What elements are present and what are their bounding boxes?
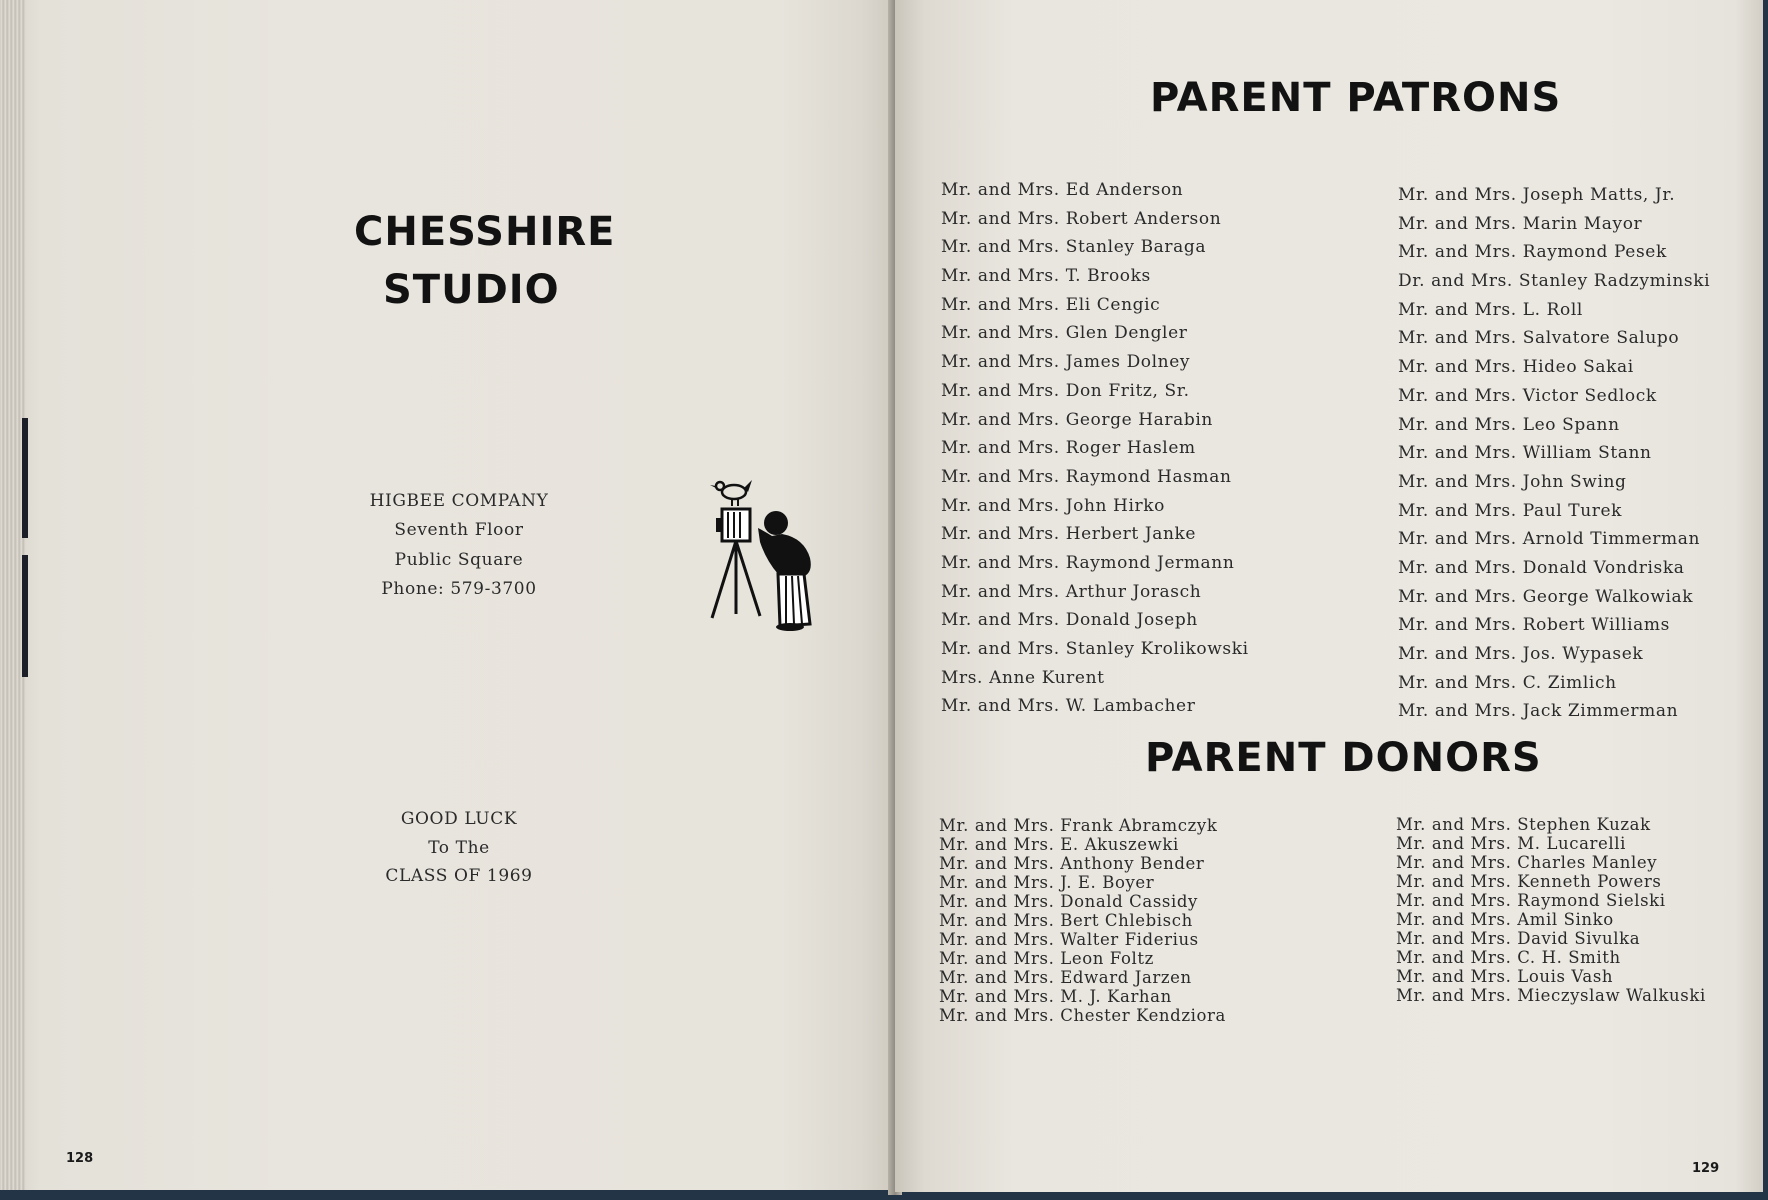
floor: Seventh Floor [394, 520, 524, 541]
list-item: Mr. and Mrs. James Dolney [941, 352, 1191, 373]
list-item: Mr. and Mrs. Louis Vash [1396, 967, 1614, 986]
company-name: HIGBEE COMPANY [369, 491, 549, 511]
list-item: Mr. and Mrs. Donald Cassidy [939, 892, 1198, 911]
list-item: Mr. and Mrs. Charles Manley [1396, 853, 1658, 872]
list-item: Mr. and Mrs. L. Roll [1398, 299, 1583, 320]
list-item: Mr. and Mrs. John Hirko [941, 495, 1165, 516]
message-line3: CLASS OF 1969 [385, 866, 533, 887]
list-item: Mr. and Mrs. Mieczyslaw Walkuski [1396, 986, 1706, 1005]
list-item: Mr. and Mrs. David Sivulka [1396, 929, 1641, 948]
message-line1: GOOD LUCK [400, 809, 518, 829]
edge-tab-mark [22, 418, 28, 538]
studio-address [354, 487, 564, 604]
list-item: Mr. and Mrs. Joseph Matts, Jr. [1398, 185, 1676, 205]
good-luck-message [354, 805, 564, 891]
list-item: Mr. and Mrs. Edward Jarzen [939, 968, 1192, 987]
list-item: Mr. and Mrs. Raymond Hasman [941, 466, 1232, 487]
list-item: Mr. and Mrs. T. Brooks [941, 266, 1151, 287]
list-item: Mr. and Mrs. Bert Chlebisch [939, 911, 1193, 930]
list-item: Mr. and Mrs. Leon Foltz [939, 949, 1154, 968]
phone-number: Phone: 579-3700 [381, 578, 537, 599]
location: Public Square [394, 549, 524, 570]
parent-donors-title: PARENT DONORS [1145, 735, 1542, 781]
list-item: Mr. and Mrs. Stanley Krolikowski [941, 639, 1249, 659]
list-item: Mr. and Mrs. John Swing [1398, 471, 1627, 492]
page-number-left: 128 [66, 1151, 94, 1166]
list-item: Mr. and Mrs. Chester Kendziora [939, 1006, 1226, 1025]
list-item: Mr. and Mrs. M. J. Karhan [939, 987, 1172, 1006]
edge-tab-mark [22, 555, 28, 677]
list-item: Mr. and Mrs. Hideo Sakai [1398, 357, 1634, 378]
list-item: Mr. and Mrs. C. H. Smith [1396, 948, 1621, 967]
list-item: Mr. and Mrs. George Walkowiak [1398, 586, 1694, 607]
list-item: Mr. and Mrs. C. Zimlich [1398, 672, 1617, 693]
studio-name-line1: CHESSHIRE [354, 209, 616, 255]
list-item: Mr. and Mrs. Robert Anderson [941, 208, 1222, 229]
list-item: Mr. and Mrs. E. Akuszewki [939, 835, 1179, 854]
list-item: Mr. and Mrs. Salvatore Salupo [1398, 328, 1680, 349]
list-item: Mr. and Mrs. M. Lucarelli [1396, 834, 1626, 853]
list-item: Mr. and Mrs. Raymond Sielski [1396, 891, 1666, 910]
list-item: Dr. and Mrs. Stanley Radzyminski [1398, 271, 1711, 292]
list-item: Mr. and Mrs. Amil Sinko [1396, 910, 1614, 929]
list-item: Mr. and Mrs. Donald Vondriska [1398, 557, 1685, 578]
message-line2: To The [428, 837, 490, 858]
list-item: Mr. and Mrs. Stanley Baraga [941, 237, 1207, 258]
photographer-with-camera-icon [706, 476, 820, 632]
list-item: Mr. and Mrs. Anthony Bender [939, 854, 1205, 873]
list-item: Mr. and Mrs. William Stann [1398, 443, 1652, 464]
list-item: Mr. and Mrs. J. E. Boyer [939, 873, 1155, 892]
list-item: Mr. and Mrs. Marin Mayor [1398, 213, 1643, 234]
patrons-list-right [1398, 181, 1710, 726]
list-item: Mr. and Mrs. Victor Sedlock [1398, 385, 1657, 406]
list-item: Mr. and Mrs. Glen Dengler [941, 323, 1188, 344]
list-item: Mr. and Mrs. Leo Spann [1398, 414, 1620, 435]
list-item: Mr. and Mrs. Ed Anderson [941, 180, 1184, 200]
list-item: Mrs. Anne Kurent [941, 667, 1105, 688]
studio-name-line2: STUDIO [383, 267, 560, 313]
list-item: Mr. and Mrs. W. Lambacher [941, 696, 1196, 717]
list-item: Mr. and Mrs. George Harabin [941, 409, 1213, 430]
list-item: Mr. and Mrs. Jos. Wypasek [1398, 644, 1644, 664]
parent-patrons-title: PARENT PATRONS [1150, 75, 1562, 121]
list-item: Mr. and Mrs. Paul Turek [1398, 500, 1623, 521]
list-item: Mr. and Mrs. Roger Haslem [941, 438, 1196, 459]
list-item: Mr. and Mrs. Arnold Timmerman [1398, 529, 1701, 550]
list-item: Mr. and Mrs. Jack Zimmerman [1398, 701, 1679, 722]
list-item: Mr. and Mrs. Robert Williams [1398, 615, 1670, 636]
list-item: Mr. and Mrs. Walter Fiderius [939, 930, 1199, 949]
page-number-right: 129 [1692, 1161, 1720, 1176]
list-item: Mr. and Mrs. Raymond Pesek [1398, 242, 1667, 263]
right-page [895, 0, 1763, 1192]
list-item: Mr. and Mrs. Kenneth Powers [1396, 872, 1662, 891]
donors-list-right [1396, 815, 1706, 1005]
patrons-list-left [941, 176, 1249, 721]
list-item: Mr. and Mrs. Frank Abramczyk [939, 816, 1218, 835]
list-item: Mr. and Mrs. Raymond Jermann [941, 552, 1235, 573]
list-item: Mr. and Mrs. Stephen Kuzak [1396, 815, 1651, 834]
list-item: Mr. and Mrs. Don Fritz, Sr. [941, 380, 1190, 401]
donors-list-left [939, 816, 1226, 1025]
list-item: Mr. and Mrs. Herbert Janke [941, 524, 1197, 545]
list-item: Mr. and Mrs. Donald Joseph [941, 610, 1198, 631]
list-item: Mr. and Mrs. Eli Cengic [941, 294, 1161, 315]
list-item: Mr. and Mrs. Arthur Jorasch [941, 581, 1202, 602]
